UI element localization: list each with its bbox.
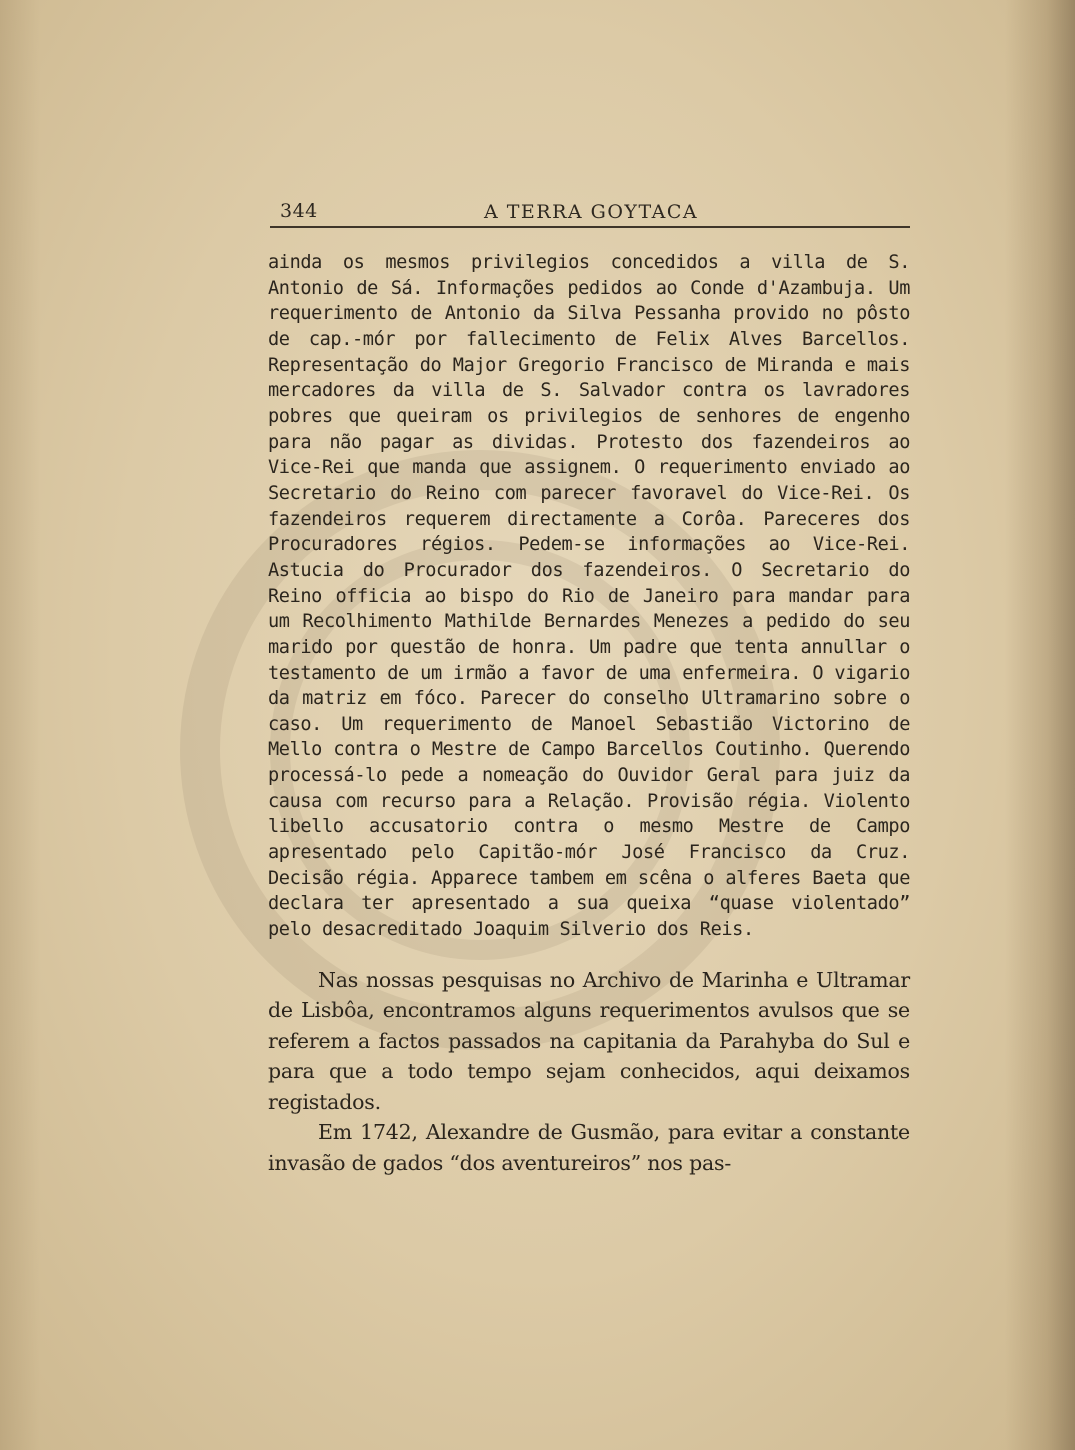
page-gutter-shadow: [0, 0, 40, 1450]
body-paragraph-2: Em 1742, Alexandre de Gusmão, para evitar a constante invasão de gados “dos aventureiros” nos pas-: [268, 1120, 910, 1175]
paragraph-gap: [268, 943, 910, 965]
running-title: A TERRA GOYTACA: [484, 201, 699, 223]
summary-paragraph: ainda os mesmos privilegios concedidos a villa de S. Antonio de Sá. Informações pedidos ao Conde d'Azambuja. Um requerimento de Antonio da Silva Pessanha provido no pôsto de cap.-mór por fallecimento de Felix Alves Barcellos. Representação do Major Gregorio Francisco de Miranda e mais mercadores da villa de S. Salvador contra os lavradores pobres que queiram os privilegios de senhores de engenho para não pagar as dividas. Protesto dos fazendeiros ao Vice-Rei que manda que assignem. O requerimento enviado ao Secretario do Reino com parecer favoravel do Vice-Rei. Os fazendeiros requerem directamente a Corôa. Pareceres dos Procuradores régios. Pedem-se informações ao Vice-Rei. Astucia do Procurador dos fazendeiros. O Secretario do Reino officia ao bispo do Rio de Janeiro para mandar para um Recolhimento Mathilde Bernardes Menezes a pedido do seu marido por questão de honra. Um padre que tenta annullar o testamento de um irmão a favor de uma enfermeira. O vigario da matriz em fóco. Parecer do conselho Ultramarino sobre o caso. Um requerimento de Manoel Sebastião Victorino de Mello contra o Mestre de Campo Barcellos Coutinho. Querendo processá-lo pede a nomeação do Ouvidor Geral para juiz da causa com recurso para a Relação. Provisão régia. Violento libello accusatorio contra o mesmo Mestre de Campo apresentado pelo Capitão-mór José Francisco da Cruz. Decisão régia. Apparece tambem em scêna o alferes Baeta que declara ter apresentado a sua queixa “quase violentado” pelo desacreditado Joaquim Silverio dos Reis.: [268, 252, 910, 941]
body-paragraph-1: Nas nossas pesquisas no Archivo de Marinha e Ultramar de Lisbôa, encontramos alguns requerimentos avulsos que se referem a factos passados na capitania da Parahyba do Sul e para que a todo tempo sejam conhecidos, aqui deixamos registados.: [268, 967, 910, 1114]
body-text: [268, 250, 910, 1178]
page-header: [270, 198, 910, 228]
page-edge-shadow: [1005, 0, 1075, 1450]
page-number: 344: [280, 200, 318, 222]
